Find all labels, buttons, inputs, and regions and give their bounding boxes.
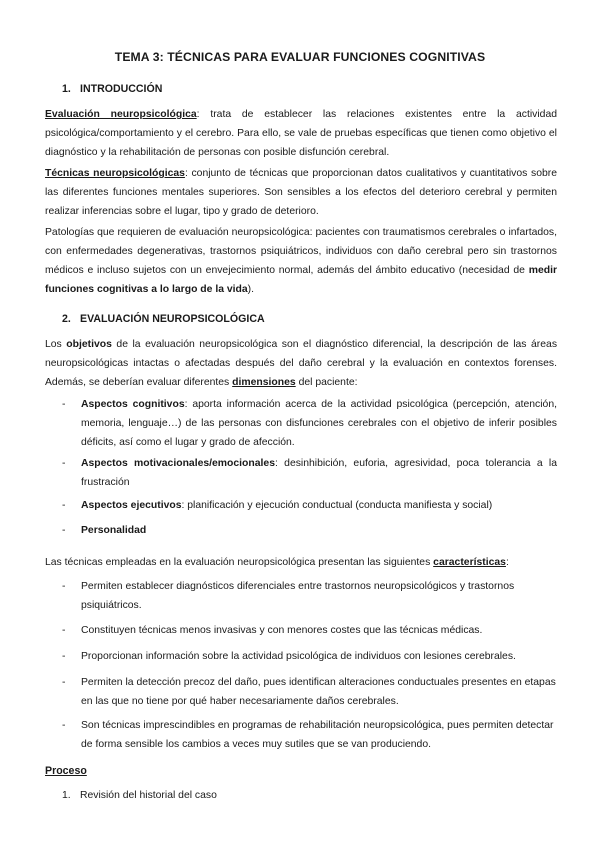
item-text: : desinhibición, euforia, agresividad, poca tolerancia a la frustración [81,458,557,488]
item-text: Permiten la detección precoz del daño, pues identifican alteraciones conductuales presentes en etapas en las que no tiene por qué haber necesariamente daños cerebrales. [81,677,556,707]
step-number: 1. [62,790,71,801]
step-text: Revisión del historial del caso [80,790,217,801]
paragraph-caracteristicas [45,553,557,572]
item-label: Personalidad [81,525,147,536]
emphasis-text: medir funciones cognitivas a lo largo de la vida [45,265,557,295]
list-item [62,395,557,452]
item-text: Permiten establecer diagnósticos diferenciales entre trastornos neuropsicológicos y trastornos psiquiátricos. [81,581,515,611]
section-title: INTRODUCCIÓN [80,83,163,95]
list-item [62,716,557,754]
dash-bullet: - [62,525,66,536]
paragraph-end: ). [247,284,255,295]
term-dimensiones: dimensiones [232,377,296,388]
section-heading-evaluacion [62,313,265,325]
term-evaluacion: Evaluación neuropsicológica [45,109,197,120]
dash-bullet: - [62,720,66,731]
dash-bullet: - [62,500,66,511]
section-number: 1. [62,83,71,95]
section-heading-introduccion [62,83,162,95]
list-item [62,577,557,615]
item-text: Proporcionan información sobre la actividad psicológica de individuos con lesiones cerebrales. [81,651,516,662]
process-heading: Proceso [45,765,87,777]
paragraph-text: Patologías que requieren de evaluación neuropsicológica: pacientes con traumatismos cerebrales o infartados, con enfermedades degenerativas, trastornos psiquiátricos, individuos con daño cerebral pero sin trastornos médicos e incluso sujetos con un envejecimiento normal, además del ámbito educativo (necesidad de [45,227,557,276]
list-item [62,454,557,492]
list-item [62,647,557,666]
paragraph-text: : [505,557,509,568]
paragraph-tecnicas [45,164,557,221]
paragraph-text: Las técnicas empleadas en la evaluación neuropsicológica presentan las siguientes [45,557,434,568]
dash-bullet: - [62,651,66,662]
paragraph-text: : trata de establecer las relaciones existentes entre la actividad psicológica/comportamiento y el cerebro. Para ello, se vale de pruebas específicas que tienen como objetivo el diagnóstico y la rehabilitación de personas con posible disfunción cerebral. [45,109,557,158]
list-item [62,496,557,515]
list-item [62,673,557,711]
dash-bullet: - [62,399,66,410]
item-text: : planificación y ejecución conductual (conducta manifiesta y social) [181,500,493,511]
section-title: EVALUACIÓN NEUROPSICOLÓGICA [80,313,265,325]
dash-bullet: - [62,581,66,592]
dash-bullet: - [62,677,66,688]
item-label: Aspectos cognitivos [81,399,185,410]
item-label: Aspectos ejecutivos [81,500,182,511]
paragraph-text: de la evaluación neuropsicológica son el diagnóstico diferencial, la descripción de las áreas neuropsicológicas intactas o afectadas después del daño cerebral y la evaluación en contextos forenses. Además, se deberían evaluar diferentes [45,339,558,388]
page-title: TEMA 3: TÉCNICAS PARA EVALUAR FUNCIONES COGNITIVAS [114,50,486,64]
item-label: Aspectos motivacionales/emocionales [81,458,275,469]
dash-bullet: - [62,458,66,469]
paragraph-patologias [45,223,557,299]
term-tecnicas: Técnicas neuropsicológicas [45,168,185,179]
paragraph-text: del paciente: [295,377,358,388]
paragraph-text: : conjunto de técnicas que proporcionan datos cualitativos y cuantitativos sobre las diferentes funciones mentales superiores. Son sensibles a los efectos del deterioro cerebral y permiten realizar inferencias sobre el lugar, tipo y grado de deterioro. [45,168,557,217]
paragraph-evaluacion [45,105,557,162]
section-number: 2. [62,313,71,325]
item-text: Son técnicas imprescindibles en programas de rehabilitación neuropsicológica, pues permiten detectar de forma sensible los cambios a veces muy sutiles que se van produciendo. [81,720,554,750]
list-item [62,621,557,640]
paragraph-text: Los [45,339,67,350]
item-text: : aporta información acerca de la actividad psicológica (percepción, atención, memoria, lenguaje…) de las personas con disfunciones cerebrales con el objetivo de inferir posibles déficits, así como el lugar y grado de afección. [81,399,557,448]
item-text: Constituyen técnicas menos invasivas y con menores costes que las técnicas médicas. [81,625,483,636]
term-caracteristicas: características [433,557,506,568]
list-item [62,521,557,540]
emphasis-objetivos: objetivos [66,339,112,350]
paragraph-objetivos [45,335,557,392]
dash-bullet: - [62,625,66,636]
process-step [62,790,217,801]
